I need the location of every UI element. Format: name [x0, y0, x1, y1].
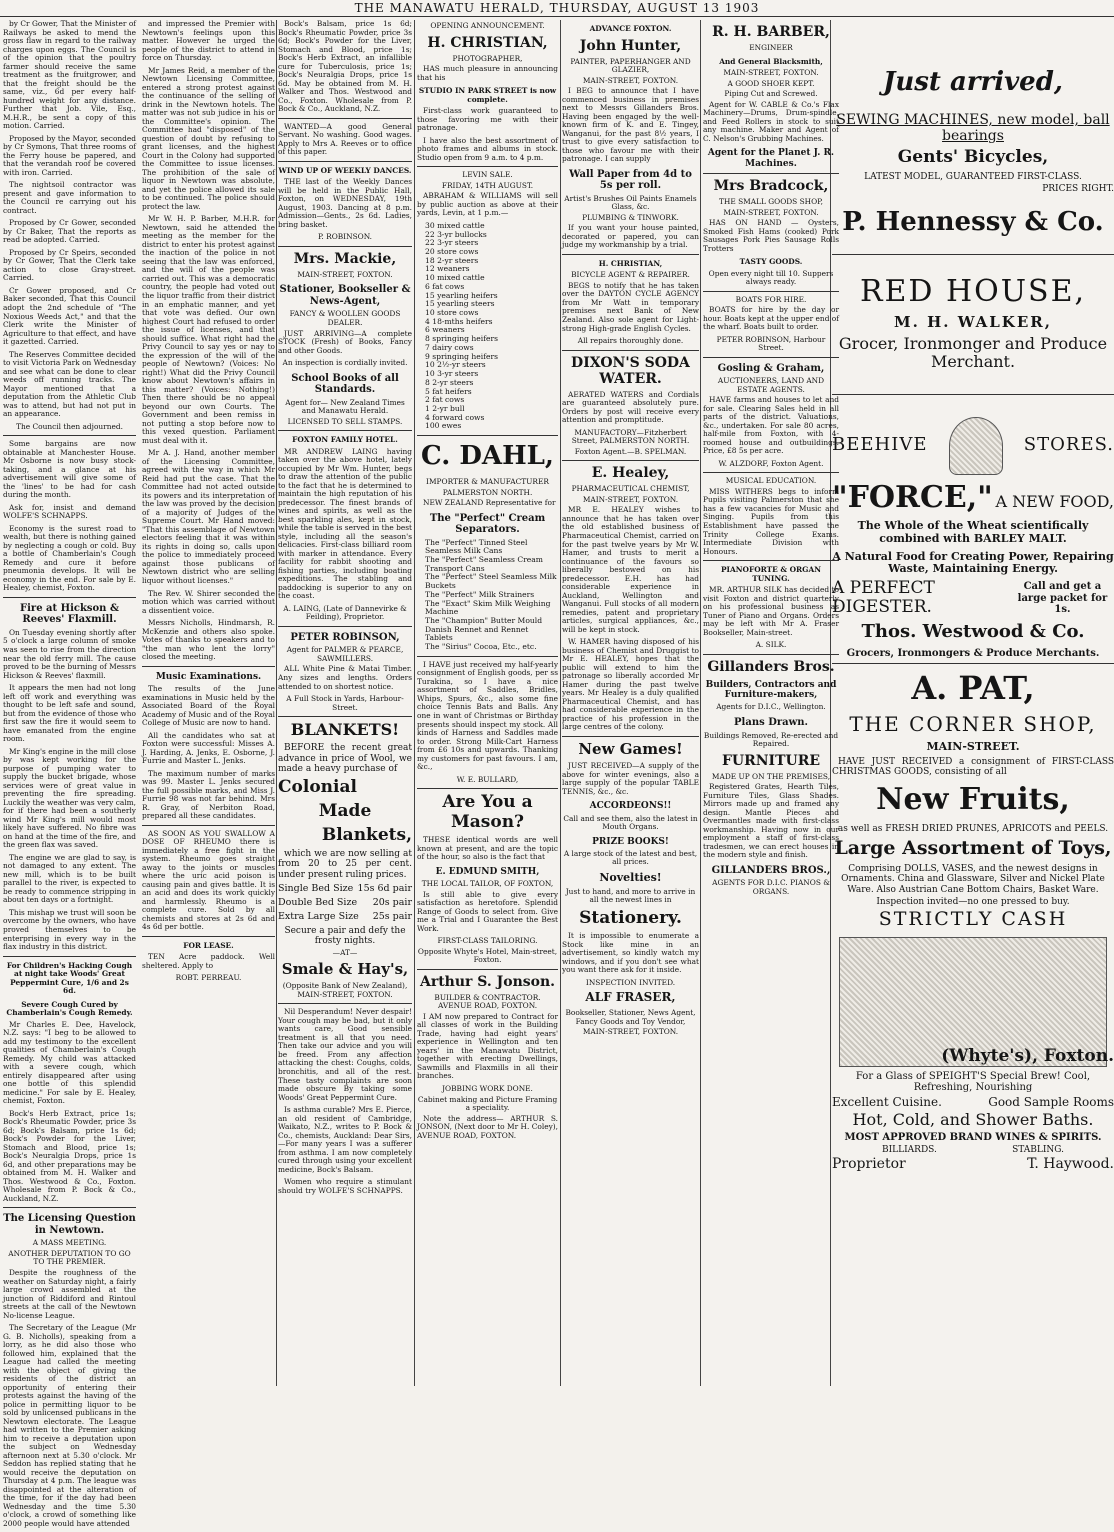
ad-title: Gillanders Bros. — [707, 658, 835, 675]
ad-text: Bock's Balsam, price 1s 6d; Bock's Rheumatic Powder, price 3s 6d; Bock's Powder for the Liver, Stomach and Blood, price 1s; Bock's Herb Extract, an infallible cure for Tuberculosis, price 1s; Bock's Neuralgia Drops, price 1s 6d. May be obtained from M. H. Walker and Thos. Westwood and Co., Foxton. Wholesale from P. Bock & Co., Auckland, N.Z. — [278, 19, 412, 114]
ad-text: STABLING. — [1012, 1145, 1064, 1156]
ad-subtitle: Builders, Contractors and Furniture-makers, — [705, 679, 837, 701]
article-text: and impressed the Premier with Newtown's feelings upon this matter. However he urged the people of the district to attend in force on Thursday. — [142, 19, 275, 63]
column-ads-2 — [278, 20, 412, 1386]
price-value: 15s 6d pair — [357, 883, 412, 895]
ad-text: ABRAHAM & WILLIAMS will sell by public auction as above at their yards, Levin, at 1 p.m.— — [417, 191, 558, 218]
ad-address: MAIN-STREET, FOXTON. — [582, 1027, 679, 1037]
ad-text: Good Sample Rooms — [988, 1094, 1114, 1109]
list-item: 10 store cows — [425, 308, 479, 318]
ad-signature: W. ALZDORF, Foxton Agent. — [718, 458, 824, 468]
ad-text: Call and see them, also the latest in Mouth Organs. — [563, 813, 698, 832]
ad-subtitle: MAIN-STREET. — [926, 739, 1020, 753]
article-text: Messrs Nicholls, Hindmarsh, R. McKenzie and others also spoke. Votes of thanks to speakers and to "the man who lent the lorry" closed the meeting. — [142, 618, 275, 662]
list-item: 8 springing heifers — [425, 334, 499, 344]
ad-text: HAVE JUST RECEIVED a consignment of FIRST-CLASS CHRISTMAS GOODS, consisting of all — [832, 756, 1114, 777]
ad-text: It is impossible to enumerate a Stock like mine in an advertisement, so kindly watch my windows, and if you don't see what you want there ask for it inside. — [562, 931, 699, 975]
list-item: 7 dairy cows — [425, 342, 474, 352]
ad-subtitle: And General Blacksmith, — [719, 56, 823, 66]
ad-title: RED HOUSE, — [859, 274, 1087, 310]
ad-title: Gosling & Graham, — [717, 362, 825, 374]
ad-signature: ROBT. PERREAU. — [175, 973, 242, 983]
column-rule — [700, 20, 701, 1386]
article-text: Mr Charles E. Dee, Havelock, N.Z. says: "I beg to be allowed to add my testimony to the excellent qualities of Chamberlain's Cough Remedy. My child was attacked with a severe cough, which entirely disappeared after using one bottle of this splendid medicine." For sale by E. Healey, chemist, Foxton. — [3, 1019, 136, 1106]
ad-text: I HAVE just received my half-yearly consignment of English goods, per ss Turakina, so I have a nice assortment of Saddles, Bridles, Whips, Spurs, &c., also some fine choice Tennis Bats and Balls. Any one in want of Christmas or Birthday presents should inspect my stock. All kinds of Harness and Saddles made to order. Strong Milk-Cart Harness from £6 10s and upwards. Thanking my customers for past favours. I am, &c., — [417, 659, 558, 772]
ad-text: Agent for— New Zealand Times and Manawatu Herald. — [285, 397, 405, 416]
list-item: 30 mixed cattle — [425, 220, 485, 230]
subheadline: ANOTHER DEPUTATION TO GO TO THE PREMIER. — [8, 1248, 131, 1267]
ad-signature: P. ROBINSON. — [317, 232, 373, 242]
ad-text: Open every night till 10. Suppers always ready. — [708, 268, 834, 287]
ad-text: Excellent Cuisine. — [832, 1094, 942, 1109]
ad-subtitle: Plans Drawn. — [734, 717, 808, 728]
price-value: 20s pair — [372, 897, 412, 909]
ad-text: Is asthma curable? Mrs E. Pierce, an old resident of Cambridge, Waikato, N.Z., writes to P. Bock & Co., chemists, Auckland: Dear Sirs,—For many years I was a sufferer from asthma. I am now completely cured through using your excellent medicine, Bock's Balsam. — [278, 1105, 412, 1174]
ad-text: BEGS to notify that he has taken over the DAYTON CYCLE AGENCY from Mr Watt in temporary premises next Bank of New Zealand. Also sole agent for Light-strong High-grade English Cycles. — [562, 280, 699, 333]
ad-text: as well as FRESH DRIED PRUNES, APRICOTS and PEELS. — [837, 823, 1109, 834]
list-item: The "Perfect" Steel Seamless Milk Buckets — [425, 572, 557, 591]
list-item: 4 18-mths heifers — [425, 316, 493, 326]
article-text: The results of the June examinations in Music held by the Associated Board of the Royal Academy of Music and of the Royal College of Music are now to hand. — [142, 683, 275, 728]
ad-subtitle: The "Perfect" Cream Separators. — [429, 512, 546, 536]
ad-title: ALF FRASER, — [585, 990, 676, 1005]
ad-text: FANCY & WOOLLEN GOODS DEALER. — [289, 309, 401, 327]
article-text: Proposed by Cr Gower, seconded by Cr Baker, That the reports as read be adopted. Carried. — [3, 218, 136, 245]
ad-text: TEN Acre paddock. Well sheltered. Apply to — [142, 952, 275, 970]
ad-text: An inspection is cordially invited. — [282, 358, 408, 368]
article-text: Ask for, insist and demand WOLFE'S SCHNAPPS. — [3, 502, 136, 521]
column-rule — [276, 20, 277, 1386]
ad-title: Thos. Westwood & Co. — [861, 620, 1085, 642]
list-item: 100 ewes — [425, 421, 462, 431]
ad-text: I have also the best assortment of photo frames and albums in stock. Studio open from 9 a.m. to 4 p.m. — [417, 135, 558, 162]
ad-text: MR. ARTHUR SILK has decided to visit Foxton and district quarterly on his professional business as Tuner of Piano and Organs. Orders may be left with Mr A. Fraser Bookseller, Main-street. — [703, 585, 839, 637]
article-text: On Tuesday evening shortly after 5 o'clock a large column of smoke was seen to rise from the direction near the old ferry mill. The cause proved to be the burning of Messrs Hickson & Reeves' flaxmill. — [3, 627, 136, 680]
ad-address: MAIN-STREET, FOXTON. — [297, 269, 393, 279]
article-text: The maximum number of marks was 99. Master L. Jenks secured the full possible marks, and Miss J. Furrie 98 was not far behind. Mrs R. Gray, of Nerbiton Road, prepared all these candidates. — [142, 768, 275, 821]
ad-subtitle: Novelties! — [599, 870, 662, 884]
ad-text: BOATS for hire by the day or hour. Boats kept at the upper end of the wharf. Boats built to order. — [703, 305, 839, 332]
ad-title: Are You a Mason? — [442, 792, 533, 832]
ad-title: OPENING ANNOUNCEMENT. — [430, 21, 545, 30]
ad-title: H. CHRISTIAN, — [427, 34, 548, 51]
list-item: 2 fat cows — [425, 395, 465, 405]
ad-text: MR ANDREW LAING having taken over the above hotel, lately occupied by Mr Wm. Hunter, begs to draw the attention of the public to the fact that he is determined to maintain the high reputation of his predecessor. The finest brands of wines and spirits, as well as the best sparkling ales, kept in stock, while the table is served in the best style, including all the season's delicacies. First-class billiard room with marker in attendance. Every facility for rabbit shooting and fishing parties, including boating expeditions. The stabling and paddocking is superior to any on the coast. — [278, 446, 412, 601]
ad-subtitle: MADE UP ON THE PREMISES, — [711, 771, 831, 781]
article-text: Mr A. J. Hand, another member of the Licensing Committee, agreed with the way in which Mr Reid had put the case. That the Committee had not acted outside its powers and its interpretation of the law was proved by the decision of a majority of Judges of the Supreme Court. Mr Hand moved: "That this assemblage of Newtown electors feeling that it was within its rights in doing so, calls upon the police to immediately proceed against those publicans of Newtown district who are selling liquor without licenses." — [142, 448, 275, 585]
ad-title: John Hunter, — [579, 37, 682, 54]
ad-subtitle: M. H. WALKER, — [894, 312, 1052, 331]
price-label: Single Bed Size — [278, 883, 354, 895]
ad-title: Stationery. — [579, 907, 682, 928]
article-text: Mr King's engine in the mill close by was kept working for the purpose of pumping water to supply the bucket brigade, whose services were of great value in preventing the fire spreading. Luckily the weather was very calm, for if there had been a southerly wind Mr King's mill would most likely have suffered. No fibre was on hand at the time of the fire, and the green flax was saved. — [3, 746, 136, 850]
list-item: 10 2½-yr steers — [425, 360, 486, 370]
ad-text: LATEST MODEL, GUARANTEED FIRST-CLASS. — [864, 171, 1082, 182]
column-ads-3 — [417, 20, 558, 1386]
ad-subtitle: STUDIO IN PARK STREET is now complete. — [418, 86, 557, 104]
list-item: 6 weaners — [425, 325, 465, 335]
list-item: The "Perfect" Seamless Cream Transport Cans — [425, 554, 543, 573]
ad-text: Buildings Removed, Re-erected and Repaired. — [703, 730, 839, 749]
ad-text: HAS ON HAND — Oysters, Smoked Fish Hams (cooked) Pork Sausages Pork Pies Sausage Rolls Trotters — [703, 218, 839, 253]
article-text: AS SOON AS YOU SWALLOW A DOSE OF RHEUMO there is immediately a free fight in the system. Rheumo goes straight away to the joints or muscles where the uric acid poison is causing pain and gives battle. It is an acid and does its work quickly and harmlessly. Rheumo is a complete cure. Sold by all chemists and stores at 2s 6d and 4s 6d per bottle. — [142, 828, 275, 932]
ad-text: MANUFACTORY—Fitzherbert Street, PALMERSTON NORTH. — [571, 427, 690, 446]
ad-title: STORES. — [1023, 434, 1114, 456]
article-text: by Cr Gower, That the Minister of Railways be asked to mend the gross flaw in regard to the railway charges upon eggs. The Council is of the opinion that the poultry farmer should receive the same treatment as the fruitgrower, and that the freight should be the same, viz., 6d per every half-hundred weight for any distance. Further that Job. Vile, Esq., M.H.R., be sent a copy of this motion. Carried. — [3, 19, 136, 131]
ad-subtitle: Large Assortment of Toys, — [834, 837, 1112, 860]
list-item: 5 fat heifers — [425, 386, 472, 396]
ad-subtitle: Bookseller, Stationer, News Agent, Fancy Goods and Toy Vendor, — [565, 1008, 696, 1026]
ad-title: Blankets, — [321, 824, 412, 845]
ad-title: Smale & Hay's, — [281, 960, 409, 979]
ad-text: THE last of the Weekly Dances will be held in the Public Hall, Foxton, on WEDNESDAY, 19th August, 1903. Dancing at 8 p.m. Admission—Gents., 2s 6d. Ladies, bring basket. — [278, 177, 412, 229]
ad-text: Secure a pair and defy the frosty nights. — [284, 925, 406, 947]
article-text: The nightsoil contractor was present and gave information to the Council re carrying out his contract. — [3, 180, 136, 215]
list-item: The "Perfect" Milk Strainers — [425, 589, 535, 599]
ad-signature: A. LAING, (Late of Dannevirke & Feilding), Proprietor. — [283, 603, 407, 622]
ad-title: P. Hennessy & Co. — [842, 207, 1104, 238]
ad-subtitle: Grocers, Ironmongers & Produce Merchants. — [846, 647, 1100, 659]
column-rule — [560, 20, 561, 1386]
ad-text: JOBBING WORK DONE. — [442, 1083, 533, 1093]
ad-text: Nil Desperandum! Never despair! Your cough may be bad, but it only wants care, Good sensible treatment is all that you need. Then take our advice and you will be freed. From any affection attacking the chest: Coughs, colds, bronchitis, and all of the rest. These tasty complaints are soon made obscure By taking some Woods' Great Peppermint Cure. — [278, 1007, 412, 1102]
list-item: 15 yearling heifers — [425, 290, 498, 300]
ad-subtitle: THE SMALL GOODS SHOP, — [718, 197, 823, 207]
article-text: The Secretary of the League (Mr G. B. Nicholls), speaking from a lorry, as he did also those who followed him, explained that the League had called the meeting with the object of giving the residents of the district an opportunity of entering their protests against the having of the police in permitting liquor to be sold by unlicensed publicans in the Newtown electorate. The League had written to the Premier asking him to receive a deputation upon the subject on Wednesday afternoon next at 5.30 o'clock. Mr Seddon has replied stating that he would receive the deputation on Thursday at 4 p.m. The league was disappointed at the alteration of the time, for if the day had been Wednesday and the time 5.30 o'clock, a crowd of something like 2000 people would have attended — [3, 1323, 136, 1528]
ad-text: Cabinet making and Picture Framing a speciality. — [417, 1094, 558, 1113]
ad-title: Made — [318, 801, 372, 822]
ad-text: ALL White Pine & Matai Timber. Any sizes and lengths. Orders attended to on shortest notice. — [278, 664, 412, 691]
ad-title: FOR LEASE. — [183, 940, 234, 950]
ad-text: WANTED—A good General Servant. No washing. Good wages. Apply to Mrs A. Reeves or to office of this paper. — [278, 121, 412, 157]
ad-text: AERATED WATERS and Cordials are guaranteed absolutely pure. Orders by post will receive every attention and promptitude. — [562, 389, 699, 425]
ad-subtitle: AGENTS FOR D.I.C. PIANOS & ORGANS. — [712, 878, 830, 896]
article-text: The engine we are glad to say, is not damaged to any extent. The new mill, which is to be built parallel to the river, is expected to be ready to commence stripping in about ten days or a fortnight. — [3, 852, 136, 905]
ad-title: MUSICAL EDUCATION. — [725, 476, 817, 486]
list-item: 8 2-yr steers — [425, 377, 474, 387]
ad-text: Call and get a large packet for 1s. — [1017, 581, 1108, 616]
list-item: The "Perfect" Tinned Steel Seamless Milk Cans — [425, 537, 528, 556]
ad-subtitle: BICYCLE AGENT & REPAIRER. — [571, 270, 690, 280]
column-news — [3, 19, 275, 1528]
list-item: 20 store cows — [425, 247, 479, 257]
ad-subtitle: PRIZE BOOKS! — [592, 836, 669, 847]
ad-text: First-class work guaranteed to those favoring me with their patronage. — [417, 106, 558, 133]
ad-text: I BEG to announce that I have commenced business in premises next to Messrs Gillanders Bros. Having been engaged by the well-known firm of K. and E. Tingey, Wanganui, for the past 8½ years, I trust to give every satisfaction to those who favour me with their patronage. I can supply — [562, 86, 699, 164]
ad-text: Registered Grates, Hearth Tiles, Furniture Tiles, Glass Shades. Mirrors made up and framed any design. Mantle Pieces and Overmantles made with first-class workmanship. Having now in our employment a staff of first-class tradesmen, we can erect houses in the modern style and finish. — [703, 782, 839, 860]
ad-subtitle: FRIDAY, 14TH AUGUST. — [441, 180, 534, 190]
ad-text: PRICES RIGHT. — [1042, 183, 1114, 194]
price-row — [278, 898, 412, 909]
ad-title: E. Healey, — [591, 465, 670, 482]
ad-text: A Full Stock in Yards, Harbour-Street. — [286, 694, 404, 712]
ad-subtitle: PHOTOGRAPHER, — [452, 53, 523, 63]
ad-subtitle: BUILDER & CONTRACTOR. AVENUE ROAD, FOXTON. — [434, 992, 541, 1011]
ad-address: MAIN-STREET, FOXTON. — [723, 68, 819, 78]
ad-subtitle: IMPORTER & MANUFACTURER — [426, 477, 549, 486]
ad-subtitle: Agent for PALMER & PEARCE, SAWMILLERS. — [286, 645, 404, 663]
list-item: 4 forward cows — [425, 412, 485, 422]
ad-text: Just to hand, and more to arrive in all the newest lines in — [565, 886, 696, 905]
list-item: Danish Rennet and Rennet Tablets — [425, 624, 529, 643]
price-row — [278, 912, 412, 923]
ad-text: —AT— — [332, 947, 358, 957]
ad-text: Agents for D.I.C., Wellington. — [716, 702, 826, 712]
ad-text: Agent for W. CABLE & Co.'s Flax Machinery—Drums, Drum-spindle, and Feed Rollers in stock to suit any machine. Maker and Agent of C. Nelson's Grubbing Machines. — [703, 99, 839, 143]
article-text: Proposed by the Mayor, seconded by Cr Symons, That three rooms of the Ferry house be papered, and that the verandah roof be covered with iron. Carried. — [3, 133, 136, 177]
ad-text: JUST ARRIVING—A complete STOCK (Fresh) of Books, Fancy and other Goods. — [278, 328, 412, 355]
ad-text: If you want your house painted, decorated or papered, you can judge my workmanship by a trial. — [562, 223, 699, 250]
ad-title: LEVIN SALE. — [462, 170, 513, 180]
article-text: Mr W. H. P. Barber, M.H.R. for Newtown, said he attended the meeting as the member for the district to enter his protest against the inaction of the police in not seeing that the law was enforced, and the will of the people was carried out. This was a democratic country, the people had voted out the liquor traffic from their district in an emphatic manner, and yet that vote was defied. Our own highest Court had refused to order the issue of licenses, and that should suffice. What right had the Privy Council to say yes or nay to the expression of the will of the people of Newtown? (Voices: No right!) What did the Privy Council know about Newtown's affairs in this matter? (Voices: Nothing!) Then there should be no appeal beyond our own Courts. The Government and been remiss in not putting a stop before now to this vexed question. Parliament must deal with it. — [142, 214, 275, 445]
ad-subtitle: THE CORNER SHOP, — [849, 711, 1097, 736]
ad-title: BOATS FOR HIRE. — [735, 294, 807, 304]
ad-text: All repairs thoroughly done. — [577, 336, 684, 346]
ad-title: (Whyte's), Foxton. — [941, 1046, 1114, 1067]
article-text: Mr James Reid, a member of the Newtown Licensing Committee, entered a strong protest against the continuance of the selling of drink in the Newtown hotels. The matter was not sub judice in his or the Committee's opinion. The Committee had "disposed" of the question of doubt by refusing to grant licenses, and the highest Court in the Colony had supported the Committee to issue licenses. The prohibition of the sale of liquor in Newtown was absolute, and yet the police allowed its sale to be continued. The police should protect the law. — [142, 65, 275, 211]
list-item: 22 3-yr steers — [425, 238, 479, 248]
ad-title: STRICTLY CASH — [878, 908, 1068, 931]
list-item: 10 3-yr steers — [425, 369, 479, 379]
ad-subtitle: Gents' Bicycles, — [897, 147, 1049, 168]
list-item: 1 2-yr bull — [425, 403, 465, 413]
ad-text: MR E. HEALEY wishes to announce that he has taken over the old established business of Pharmaceutical Chemist, carried on for the past twelve years by Mr W. Hamer, and trusts to merit a continuance of the favours so liberally bestowed on his predecessor. E.H. has had considerable experience in Auckland, Wellington and Wanganui. Full stocks of all modern remedies, patent and proprietary articles, surgical appliances, &c., will be kept in stock. — [562, 505, 699, 634]
ad-text: Inspection invited—no one pressed to buy. — [876, 896, 1070, 907]
ad-subtitle: Wall Paper from 4d to 5s per roll. — [569, 168, 692, 192]
ad-title: A. PAT, — [911, 669, 1035, 708]
subheadline: Severe Cough Cured by Chamberlain's Cough Remedy. — [6, 999, 133, 1018]
list-item: 15 yearling steers — [425, 299, 495, 309]
ad-subtitle: Agent for the Planet J. R. Machines. — [707, 148, 835, 169]
ad-signature: A. SILK. — [755, 640, 787, 650]
ad-title: PIANOFORTE & ORGAN TUNING. — [721, 565, 821, 583]
headline: Music Examinations. — [155, 671, 262, 682]
column-ads-5 — [703, 20, 839, 1386]
ad-subtitle: Grocer, Ironmonger and Produce Merchant. — [838, 333, 1108, 372]
ad-title: R. H. BARBER, — [712, 24, 830, 40]
ad-title: Colonial — [278, 777, 357, 798]
article-text: Proposed by Cr Speirs, seconded by Cr Gower, That the Clerk take action to close Gray-street. Carried. — [3, 247, 136, 283]
ad-text: LICENSED TO SELL STAMPS. — [287, 416, 403, 426]
ad-title: "FORCE," — [832, 479, 993, 515]
ad-text: I AM now prepared to Contract for all classes of work in the Building Trade, having had eight years' experience in Wellington and ten years' in the Manawatu District, together with erecting Dwellings, Sawmills and Flaxmills in all their branches. — [417, 1011, 558, 1081]
ad-title: C. DAHL, — [421, 441, 554, 472]
ad-text: INSPECTION INVITED. — [585, 977, 676, 987]
ad-text: NEW ZEALAND Representative for — [423, 498, 556, 508]
ad-text: BILLIARDS. — [882, 1145, 937, 1156]
masthead: THE MANAWATU HERALD, THURSDAY, AUGUST 13 1903 — [0, 0, 1114, 17]
ad-text: Comprising DOLLS, VASES, and the newest designs in Ornaments. China and Glassware, Silver and Nickel Plate Ware. Also Austrian Cane Bottom Chairs, Basket Ware. — [841, 863, 1105, 895]
ad-title: ADVANCE FOXTON. — [589, 24, 672, 33]
ad-title: Just arrived, — [883, 67, 1063, 97]
ad-title: GILLANDERS BROS., — [711, 864, 831, 876]
article-text: The Rev. W. Shirer seconded the motion which was carried without a dissentient voice. — [142, 588, 275, 615]
ad-text: which we are now selling at from 20 to 25 per cent. under present ruling prices. — [278, 849, 412, 880]
product-list — [417, 539, 558, 652]
ad-text: W. HAMER having disposed of his business of Chemist and Druggist to Mr E. HEALEY, hopes that the public will extend to him the patronage so liberally accorded Mr Hamer during the past twelve years. Mr Healey is a duly qualified Pharmaceutical Chemist, and has had considerable experience in the practice of his profession in the large centres of the colony. — [562, 637, 699, 732]
article-text: Despite the roughness of the weather on Saturday night, a fairly large crowd assembled at the junction of Riddiford and Rintoul streets at the call of the Newtown No-license League. — [3, 1268, 136, 1320]
ad-subtitle: School Books of all Standards. — [291, 372, 399, 396]
column-rule — [414, 20, 415, 1386]
headline: Fire at Hickson & Reeves' Flaxmill. — [20, 602, 119, 626]
headline: For Children's Hacking Cough at night take Woods' Great Peppermint Cure, 1/6 and 2s 6d. — [6, 960, 133, 996]
ad-title: Mrs Bradcock, — [713, 177, 829, 194]
ad-signature: W. E. BULLARD, — [456, 774, 519, 784]
ad-title: E. EDMUND SMITH, — [435, 866, 540, 877]
ad-subtitle: THE LOCAL TAILOR, OF FOXTON, — [421, 879, 554, 889]
stock-list — [417, 222, 558, 431]
ad-title: Mrs. Mackie, — [293, 250, 397, 267]
ad-text: Note the address— ARTHUR S. JONSON, (Next door to Mr H. Coley), AVENUE ROAD, FOXTON. — [417, 1113, 558, 1140]
beehive-icon — [949, 417, 1003, 475]
ad-title: FURNITURE — [721, 752, 821, 769]
ad-title: DIXON'S SODA WATER. — [571, 354, 690, 387]
ad-address: MAIN-STREET, FOXTON. — [582, 75, 679, 85]
ad-text: MOST APPROVED BRAND WINES & SPIRITS. — [844, 1131, 1102, 1143]
list-item: 6 fat cows — [425, 281, 465, 291]
ad-text: A large stock of the latest and best, all prices. — [563, 848, 698, 867]
ad-address: PALMERSTON NORTH. — [442, 487, 533, 497]
article-text: It appears the men had not long left off work and everything was thought to be left safe and sound, but from the evidence of those who first saw the fire it would seem to have emanated from the engine room. — [3, 683, 136, 744]
ad-title: New Fruits, — [876, 782, 1070, 818]
ad-text: PLUMBING & TINWORK. — [582, 212, 679, 222]
ad-text: For a Glass of SPEIGHT'S Special Brew! Cool, Refreshing, Nourishing — [855, 1070, 1091, 1094]
list-item: 18 2-yr steers — [425, 255, 479, 265]
ad-title: Arthur S. Jonson. — [419, 973, 556, 990]
ad-address: (Opposite Bank of New Zealand), MAIN-STREET, FOXTON. — [282, 981, 408, 999]
ad-title: BLANKETS! — [290, 720, 400, 740]
column-ads-4 — [562, 20, 699, 1386]
article-text: Cr Gower proposed, and Cr Baker seconded, That this Council adopt the 2nd schedule of "The Noxious Weeds Act," and that the Clerk write the Minister of Agriculture to that effect, and have it gazetted. Carried. — [3, 285, 136, 347]
column-ads-6 — [832, 20, 1114, 1386]
ad-signature: PETER ROBINSON, Harbour Street. — [716, 334, 826, 353]
ad-title: H. CHRISTIAN, — [598, 258, 663, 268]
ad-title: WIND UP OF WEEKLY DANCES. — [278, 165, 412, 175]
article-text: This mishap we trust will soon be overcome by the owners, who have proved themselves to be enterprising in every way in the flax industry in this district. — [3, 907, 136, 952]
ad-subtitle: A NEW FOOD, — [995, 491, 1114, 511]
ad-text: THESE identical words are well known at present, and are the topic of the hour, so also is the fact that — [417, 835, 558, 862]
list-item: The "Exact" Skim Milk Weighing Machine — [425, 598, 551, 617]
list-item: 10 mixed cattle — [425, 273, 485, 283]
ad-text: Proprietor — [832, 1155, 906, 1172]
headline: The Licensing Question in Newtown. — [3, 1213, 136, 1236]
article-text: The Reserves Committee decided to visit Victoria Park on Wednesday and see what can be done to clear weeds off running tracks. The Mayor mentioned that a deputation from the Athletic Club was to attend, but had not put in an appearance. — [3, 349, 136, 419]
ad-text: Foxton Agent.—B. SPELMAN. — [574, 446, 687, 456]
ad-subtitle: A PERFECT DIGESTER. — [832, 577, 935, 618]
ad-title: New Games! — [578, 739, 683, 758]
article-text: Some bargains are now obtainable at Manchester House. Mr Osborne is now busy stock-taking, and a glance at his advertisement will give some of the 'lines' to be had for cash during the month. — [3, 439, 136, 500]
ad-address: MAIN-STREET, FOXTON. — [582, 494, 679, 504]
ad-text: A GOOD SHOER KEPT. — [727, 78, 815, 88]
ad-text: HAVE farms and houses to let and for sale. Clearing Sales held in all parts of the district. Valuations, &c., undertaken. For sale 80 acres, half-mile from Foxton, with 4-roomed house and outbuildings. Price, £8 5s per acre. — [703, 395, 839, 456]
ad-address: Opposite Whyte's Hotel, Main-street, Foxton. — [417, 946, 558, 965]
ad-address: MAIN-STREET, FOXTON. — [723, 207, 819, 217]
ad-subtitle: PHARMACEUTICAL CHEMIST, — [571, 484, 690, 494]
ad-text: BEFORE the recent great advance in price of Wool, we made a heavy purchase of — [278, 743, 412, 775]
ad-subtitle: AUCTIONEERS, LAND AND ESTATE AGENTS. — [717, 376, 825, 394]
ad-text: FIRST-CLASS TAILORING. — [437, 936, 538, 946]
ad-subtitle: ACCORDEONS!! — [589, 801, 672, 812]
ad-title: PETER ROBINSON, — [290, 631, 400, 643]
article-text: Bock's Herb Extract, price 1s; Bock's Rheumatic Powder, price 3s 6d; Bock's Balsam, price 1s 6d; Bock's Powder for the Liver, Stomach and Blood, price 1s; Bock's Neuralgia Drops, price 1s 6d, and other preparations may be obtained from M. H. Walker and Thos. Westwood & Co., Foxton. Wholesale from P. Bock & Co., Auckland, N.Z. — [3, 1108, 136, 1203]
ad-text: The Whole of the Wheat scientifically combined with BARLEY MALT. — [857, 519, 1089, 545]
list-item: 22 3-yr bullocks — [425, 229, 487, 239]
list-item: 12 weaners — [425, 264, 470, 274]
ad-text: T. Haywood. — [1027, 1155, 1114, 1172]
ad-text: Piping Cut and Screwed. — [724, 89, 818, 99]
price-value: 25s pair — [372, 910, 412, 922]
price-label: Extra Large Size — [278, 910, 359, 922]
ad-subtitle: PAINTER, PAPERHANGER AND GLAZIER, — [570, 56, 691, 75]
ad-subtitle: Hot, Cold, and Shower Baths. — [852, 1110, 1094, 1130]
ad-title: FOXTON FAMILY HOTEL. — [292, 435, 398, 445]
ad-subtitle: Stationer, Bookseller & News-Agent, — [279, 284, 411, 307]
ad-text: Is still able to give every satisfaction as heretofore. Splendid Range of Goods to select from. Give me a Trial and I Guarantee the Best Work. — [417, 889, 558, 933]
article-text: Economy is the surest road to wealth, but there is nothing gained by neglecting a cough or cold. Buy a bottle of Chamberlain's Cough Remedy and cure it before pneumonia develops. It will be economy in the end. For sale by E. Healey, chemist, Foxton. — [3, 523, 136, 593]
list-item: The "Sirius" Cocoa, Etc., etc. — [425, 642, 537, 652]
ad-text: Artist's Brushes Oil Paints Enamels Glass, &c. — [564, 193, 697, 212]
ad-title: BEEHIVE — [832, 434, 928, 456]
ad-text: MISS WITHERS begs to inform Pupils visiting Palmerston that she has a few vacancies for Music and Singing. Pupils from this Establishment have passed the Trinity College Exams. Intermediate Division with Honours. — [703, 486, 839, 556]
ad-text: HAS much pleasure in announcing that his — [417, 64, 558, 82]
subheadline: A MASS MEETING. — [32, 1238, 107, 1248]
ad-subtitle: TASTY GOODS. — [739, 257, 803, 267]
ad-text: JUST RECEIVED—A supply of the above for winter evenings, also a large supply of the popular TABLE TENNIS, &c., &c. — [562, 761, 699, 796]
ad-subtitle: SEWING MACHINES, new model, ball bearings — [836, 111, 1110, 144]
list-item: 9 springing heifers — [425, 351, 499, 361]
price-row — [278, 884, 412, 895]
price-list — [278, 884, 412, 923]
ad-text: Women who require a stimulant should try WOLFE'S SCHNAPPS. — [278, 1177, 412, 1195]
ad-text: A Natural Food for Creating Power, Repairing Waste, Maintaining Energy. — [832, 549, 1114, 576]
article-text: The Council then adjourned. — [16, 421, 123, 431]
list-item: The "Champion" Butter Mould — [425, 616, 543, 626]
price-label: Double Bed Size — [278, 897, 358, 909]
article-text: All the candidates who sat at Foxton were successful: Misses A. J. Harding, A. Jenks, E. Osborne, J. Furrie and Master L. Jenks. — [142, 730, 275, 766]
ad-subtitle: ENGINEER — [749, 43, 793, 53]
